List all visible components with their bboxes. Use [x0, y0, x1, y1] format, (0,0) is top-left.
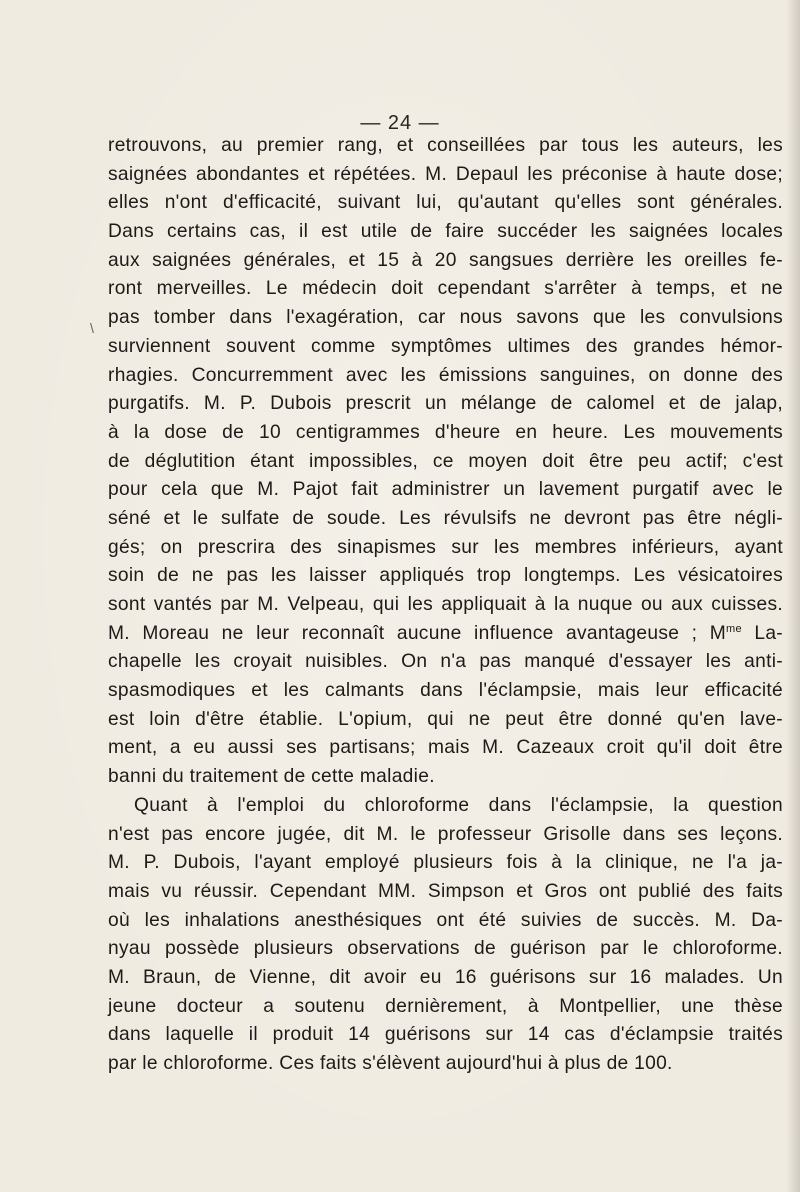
text-line: M. P. Dubois, l'ayant employé plusieurs fois à la clinique, ne l'a ja- — [108, 852, 783, 874]
text-line: par le chloroforme. Ces faits s'élèvent aujourd'hui à plus de 100. — [108, 1053, 673, 1074]
text-line: spasmodiques et les calmants dans l'éclampsie, mais leur efficacité — [108, 680, 783, 702]
text-line: où les inhalations anesthésiques ont été suivies de succès. M. Da- — [108, 909, 783, 931]
text-line: à la dose de 10 centigrammes d'heure en heure. Les mouvements — [108, 421, 783, 443]
text-line: ront merveilles. Le médecin doit cependant s'arrêter à temps, et ne — [108, 278, 783, 300]
text-line-end: La- — [741, 622, 783, 644]
text-line: retrouvons, au premier rang, et conseillées par tous les auteurs, les — [108, 135, 783, 156]
margin-mark: \ — [90, 320, 94, 336]
text-line: rhagies. Concurremment avec les émissions sanguines, on donne des — [108, 364, 783, 386]
text-line: de déglutition étant impossibles, ce moyen doit être peu actif; c'est — [108, 450, 783, 472]
text-line: pas tomber dans l'exagération, car nous savons que les convulsions — [108, 307, 783, 329]
text-line: aux saignées générales, et 15 à 20 sangsues derrière les oreilles fe- — [108, 249, 783, 271]
page-number: — 24 — — [360, 112, 440, 134]
text-line: jeune docteur a soutenu dernièrement, à Montpellier, une thèse — [108, 995, 783, 1017]
text-line: M. Braun, de Vienne, dit avoir eu 16 guérisons sur 16 malades. Un — [108, 966, 783, 988]
superscript: me — [726, 622, 742, 635]
text-line: pour cela que M. Pajot fait administrer un lavement purgatif avec le — [108, 479, 783, 501]
paragraph-start-line: Quant à l'emploi du chloroforme dans l'éclampsie, la question — [134, 794, 783, 816]
text-line-with-superscript — [108, 620, 783, 649]
text-line: nyau possède plusieurs observations de guérison par le chloroforme. — [108, 938, 783, 960]
text-line: banni du traitement de cette maladie. — [108, 766, 435, 788]
page-edge-shadow — [786, 0, 800, 1192]
text-line: est loin d'être établie. L'opium, qui ne peut être donné qu'en lave- — [108, 708, 783, 730]
text-line: soin de ne pas les laisser appliqués trop longtemps. Les vésicatoires — [108, 565, 783, 587]
text-line: gés; on prescrira des sinapismes sur les membres inférieurs, ayant — [108, 536, 783, 558]
text-line: sont vantés par M. Velpeau, qui les appliquait à la nuque ou aux cuisses. — [108, 594, 783, 615]
text-line: n'est pas encore jugée, dit M. le professeur Grisolle dans ses leçons. — [108, 823, 783, 845]
text-line: Dans certains cas, il est utile de faire succéder les saignées locales — [108, 221, 783, 243]
text-line: saignées abondantes et répétées. M. Depaul les préconise à haute dose; — [108, 163, 783, 185]
body-text — [108, 132, 783, 1079]
text-line: purgatifs. M. P. Dubois prescrit un mélange de calomel et de jalap, — [108, 393, 783, 415]
text-line-start: M. Moreau ne leur reconnaît aucune influence avantageuse ; M — [108, 622, 727, 644]
text-line: séné et le sulfate de soude. Les révulsifs ne devront pas être négli- — [108, 507, 783, 529]
text-line: mais vu réussir. Cependant MM. Simpson et Gros ont publié des faits — [108, 880, 783, 902]
text-line: surviennent souvent comme symptômes ultimes des grandes hémor- — [108, 335, 783, 357]
text-line: elles n'ont d'efficacité, suivant lui, qu'autant qu'elles sont générales. — [108, 192, 783, 214]
text-line: ment, a eu aussi ses partisans; mais M. Cazeaux croit qu'il doit être — [108, 737, 783, 759]
text-line: dans laquelle il produit 14 guérisons sur 14 cas d'éclampsie traités — [108, 1024, 783, 1046]
text-line: chapelle les croyait nuisibles. On n'a pas manqué d'essayer les anti- — [108, 651, 783, 673]
